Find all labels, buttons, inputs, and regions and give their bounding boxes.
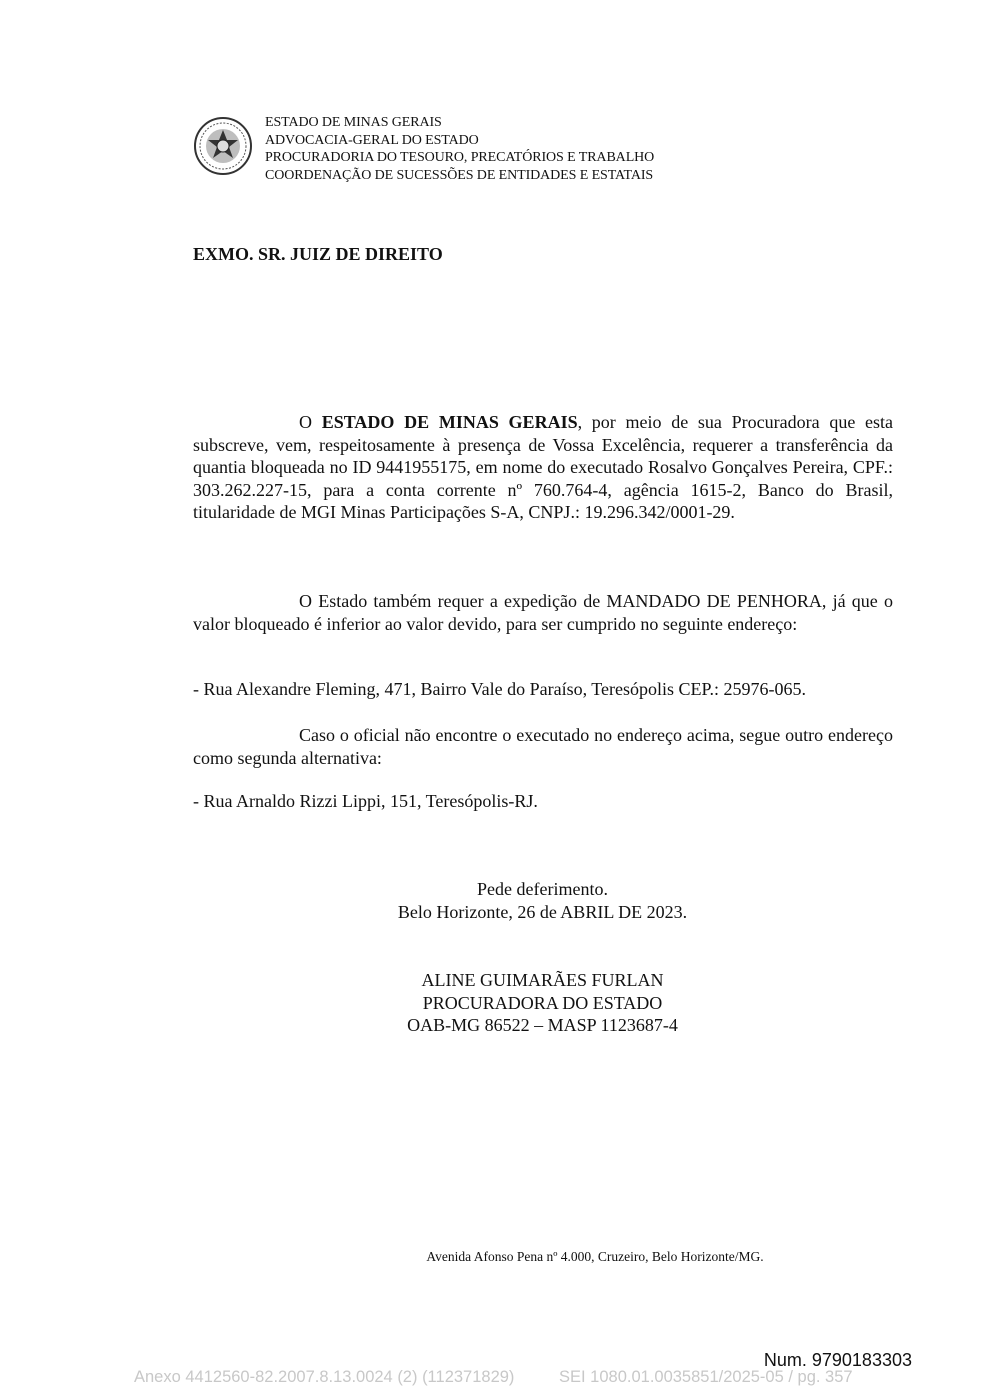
primary-address: - Rua Alexandre Fleming, 471, Bairro Vale do Paraíso, Teresópolis CEP.: 25976-065. xyxy=(193,679,807,699)
paragraph-lead: O xyxy=(299,412,322,432)
annex-stamp: Anexo 4412560-82.2007.8.13.0024 (2) (112371829) xyxy=(134,1368,515,1386)
place-date: Belo Horizonte, 26 de ABRIL DE 2023. xyxy=(397,901,688,922)
letterhead xyxy=(265,114,654,184)
request-text: , por meio de sua Procuradora que esta subscreve, vem, respeitosamente à presença de Vossa Excelência, requerer a transferência da quantia bloqueada no ID 9441955175, em nome do executado Rosalvo Gonçalves Pereira, CPF.: 303.262.227-15, para a conta corrente nº 760.764-4, agência 1615-2, Banco do Brasil, titularidade de MGI Minas Participações S-A, CNPJ.: 19.296.342/0001-29. xyxy=(193,412,894,522)
signer-name: ALINE GUIMARÃES FURLAN xyxy=(421,970,664,990)
signer-registration: OAB-MG 86522 – MASP 1123687-4 xyxy=(407,1015,678,1035)
signer-role: PROCURADORA DO ESTADO xyxy=(422,992,663,1013)
alternative-text: Caso o oficial não encontre o executado no endereço acima, segue outro endereço como segunda alternativa: xyxy=(193,725,893,768)
closing-block xyxy=(300,878,785,923)
alternative-paragraph xyxy=(193,724,893,769)
letterhead-department: PROCURADORIA DO TESOURO, PRECATÓRIOS E TRABALHO xyxy=(265,150,655,165)
seizure-paragraph xyxy=(193,590,893,635)
signature-block xyxy=(300,969,785,1037)
footer-address: Avenida Afonso Pena nº 4.000, Cruzeiro, Belo Horizonte/MG. xyxy=(426,1249,764,1264)
coat-of-arms-seal xyxy=(193,116,253,176)
letterhead-state: ESTADO DE MINAS GERAIS xyxy=(265,115,442,130)
closing-request: Pede deferimento. xyxy=(477,879,608,899)
seizure-text: O Estado também requer a expedição de MANDADO DE PENHORA, já que o valor bloqueado é inferior ao valor devido, para ser cumprido no seguinte endereço: xyxy=(193,591,893,634)
secondary-address: - Rua Arnaldo Rizzi Lippi, 151, Teresópolis-RJ. xyxy=(193,791,538,811)
request-paragraph xyxy=(193,411,893,524)
letterhead-agency: ADVOCACIA-GERAL DO ESTADO xyxy=(265,132,479,148)
document-number: Num. 9790183303 xyxy=(763,1350,912,1370)
letterhead-coordination: COORDENAÇÃO DE SUCESSÕES DE ENTIDADES E ESTATAIS xyxy=(265,167,654,183)
party-name: ESTADO DE MINAS GERAIS xyxy=(321,412,578,432)
sei-stamp: SEI 1080.01.0035851/2025-05 / pg. 357 xyxy=(559,1368,853,1386)
addressee: EXMO. SR. JUIZ DE DIREITO xyxy=(193,244,443,264)
